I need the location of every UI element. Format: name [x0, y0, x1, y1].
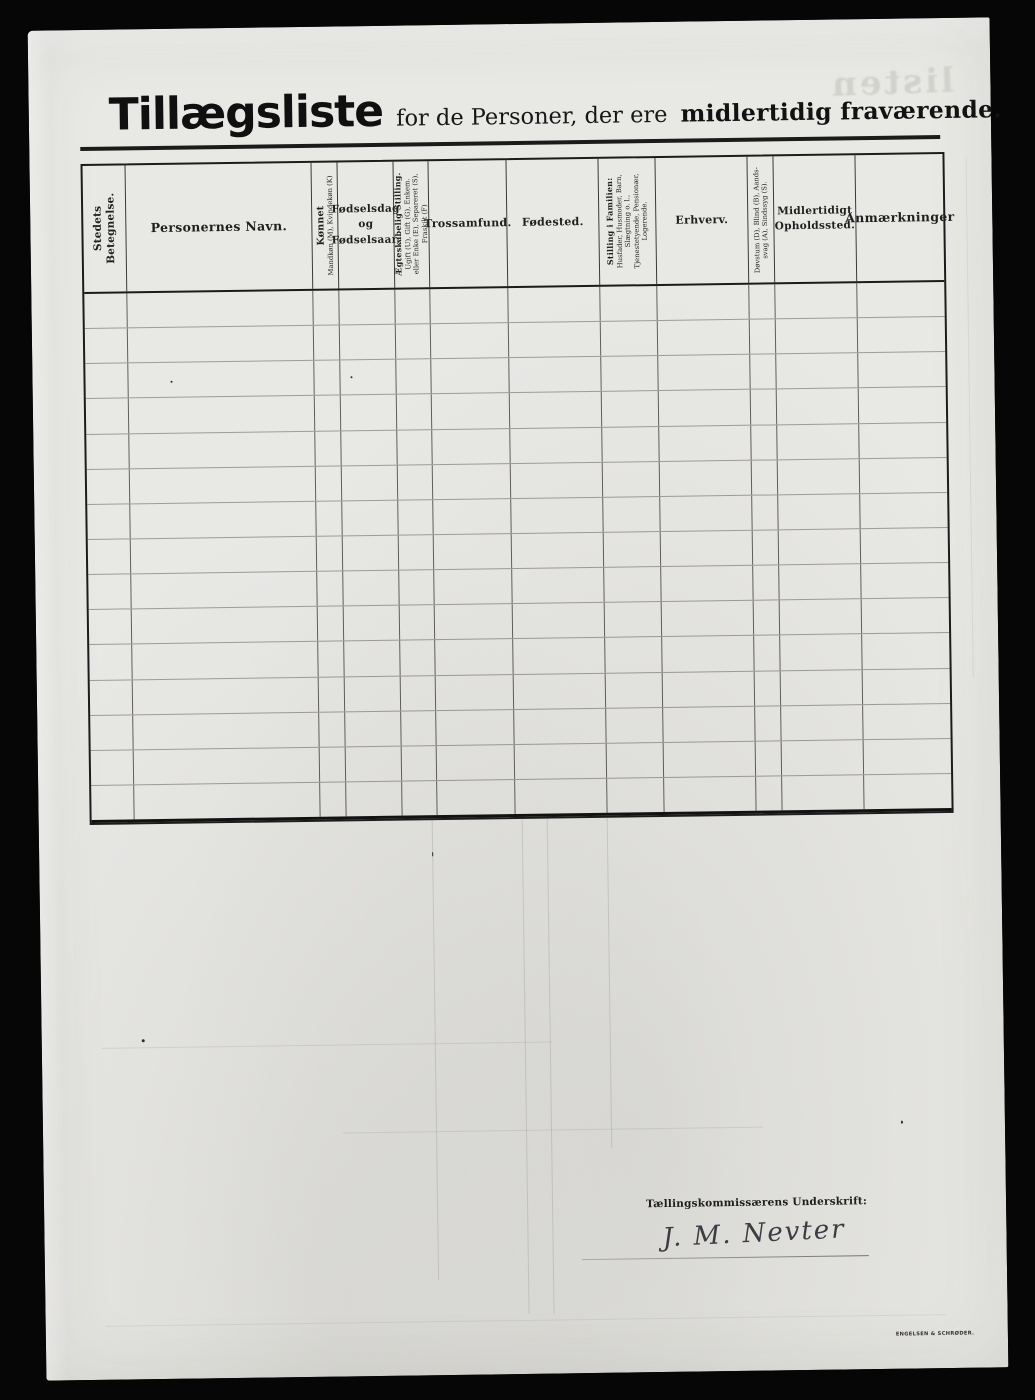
printer-mark: ENGELSEN & SCHRØDER. [895, 1330, 975, 1338]
column-header-label: Midlertidigt [777, 204, 853, 218]
column-header-label: Personernes Navn. [150, 217, 288, 235]
bleedthrough-line [522, 819, 530, 1314]
column-header-label: og [358, 218, 374, 231]
table-cell [91, 785, 134, 820]
table-cell [606, 708, 663, 743]
table-cell [402, 746, 437, 781]
table-cell [343, 536, 399, 571]
table-cell [777, 389, 859, 424]
table-cell [129, 396, 315, 433]
table-cell [663, 706, 755, 741]
ink-speck [432, 852, 433, 856]
table-cell [859, 387, 946, 422]
column-header-dovstum-blind [747, 156, 775, 282]
table-cell [343, 571, 399, 606]
table-cell [87, 469, 130, 504]
table-cell [755, 671, 781, 706]
table-cell [397, 430, 432, 465]
column-header-label: Fødselsdag [331, 202, 400, 216]
bleedthrough-ghost-text: listen [828, 60, 955, 105]
table-cell [90, 680, 133, 715]
table-cell [602, 391, 659, 426]
table-cell [752, 460, 778, 495]
table-cell [603, 497, 660, 532]
table-cell [84, 293, 127, 328]
table-cell [319, 712, 345, 747]
table-cell [318, 607, 344, 642]
table-cell [320, 747, 346, 782]
ink-speck [350, 376, 352, 378]
table-cell [431, 358, 509, 393]
table-cell [433, 464, 511, 499]
table-cell [511, 462, 603, 497]
table-cell [776, 353, 858, 388]
table-cell [435, 639, 513, 674]
table-cell [863, 704, 950, 739]
table-cell [509, 357, 601, 392]
table-cell [432, 394, 510, 429]
table-cell [131, 537, 317, 574]
column-header-label: Fødselsaar. [331, 233, 401, 247]
table-cell [340, 325, 396, 360]
column-header-sublabel: Slægtning o. l., [623, 195, 633, 248]
table-cell [605, 602, 662, 637]
table-cell [514, 708, 606, 743]
table-cell [512, 533, 604, 568]
table-cell [399, 570, 434, 605]
bleedthrough-line [965, 158, 973, 678]
ink-speck [901, 1121, 903, 1124]
table-cell [660, 460, 752, 495]
table-cell [314, 361, 340, 396]
table-cell [607, 743, 664, 778]
table-cell [397, 395, 432, 430]
table-cell [658, 320, 750, 355]
table-cell [346, 746, 402, 781]
column-header-label: Kønnet [314, 205, 327, 246]
table-cell [434, 569, 512, 604]
ink-speck [171, 381, 173, 383]
table-cell [401, 711, 436, 746]
page-title [108, 78, 1003, 141]
table-cell [430, 288, 508, 323]
table-cell [604, 567, 661, 602]
table-cell [663, 671, 755, 706]
bleedthrough-line [432, 820, 439, 1280]
page-title-main: Tillægsliste [108, 85, 384, 141]
table-cell [662, 636, 754, 671]
column-header-konnet [311, 162, 339, 288]
census-table [80, 152, 953, 825]
table-cell [513, 638, 605, 673]
table-cell [315, 431, 341, 466]
table-cell [435, 604, 513, 639]
column-header-sublabel: Ugift (U), Gift (G), Enkem. [402, 178, 413, 271]
bleedthrough-line [102, 1042, 552, 1049]
table-cell [858, 352, 945, 387]
table-cell [659, 425, 751, 460]
table-cell [756, 741, 782, 776]
table-cell [864, 739, 951, 774]
table-cell [88, 575, 131, 610]
column-header-label: Erhverv. [675, 212, 729, 227]
column-header-label: Anmærkninger [845, 208, 955, 226]
signature-handwriting: J. M. Nevter [661, 1214, 847, 1254]
table-cell [434, 534, 512, 569]
table-cell [777, 424, 859, 459]
table-cell [781, 705, 863, 740]
table-cell [319, 677, 345, 712]
table-cell [780, 599, 862, 634]
scanned-paper-sheet [28, 17, 1009, 1380]
table-cell [127, 291, 313, 328]
table-cell [661, 566, 753, 601]
table-cell [401, 676, 436, 711]
table-cell [782, 740, 864, 775]
column-header-label: Stedets Betegnelse. [91, 192, 117, 265]
column-header-sublabel: Døvstum (D), Blind (B), Aands- [751, 166, 762, 273]
table-cell [134, 783, 320, 820]
table-cell [398, 500, 433, 535]
table-cell [605, 637, 662, 672]
table-cell [861, 563, 948, 598]
table-cell [132, 607, 318, 644]
table-cell [755, 706, 781, 741]
table-cell [342, 465, 398, 500]
table-cell [509, 322, 601, 357]
table-cell [659, 390, 751, 425]
table-cell [754, 601, 780, 636]
page-title-subtitle-bold: midlertidig fraværende. [680, 95, 1003, 128]
table-cell [345, 711, 401, 746]
table-cell [89, 610, 132, 645]
table-cell [862, 598, 949, 633]
column-header-stedets-betegnelse [83, 165, 128, 292]
table-cell [752, 495, 778, 530]
table-cell [339, 290, 395, 325]
table-cell [131, 572, 317, 609]
table-cell [314, 326, 340, 361]
table-cell [779, 529, 861, 564]
table-cell [400, 605, 435, 640]
column-header-fodested [506, 159, 600, 286]
table-cell [129, 431, 315, 468]
table-cell [606, 673, 663, 708]
table-cell [130, 467, 316, 504]
table-cell [317, 536, 343, 571]
table-cell [130, 502, 316, 539]
table-cell [662, 601, 754, 636]
table-cell [437, 780, 515, 815]
bleedthrough-line [343, 1127, 763, 1134]
column-header-sublabel: Tjenestetyende, Pensionær, [631, 173, 641, 269]
table-cell [88, 539, 131, 574]
table-body [84, 280, 951, 820]
column-header-sublabel: eller Enke (E), Separeret (S), [411, 173, 421, 275]
table-cell [775, 283, 857, 318]
column-header-anmaerkninger [845, 154, 955, 281]
table-cell [400, 641, 435, 676]
table-cell [134, 748, 320, 785]
bleedthrough-line [106, 1314, 946, 1327]
table-cell [750, 320, 776, 355]
column-header-label: Ægteskabelig Stilling. [392, 172, 404, 277]
table-cell [85, 329, 128, 364]
ink-speck [142, 1039, 145, 1042]
table-header-row [83, 154, 955, 292]
table-cell [857, 282, 944, 317]
table-cell [395, 289, 430, 324]
column-header-sublabel: Mandkøn (M), Kvindekøn (K) [325, 175, 336, 276]
table-cell [315, 396, 341, 431]
table-cell [660, 496, 752, 531]
table-cell [754, 636, 780, 671]
column-header-personernes-navn [126, 163, 314, 292]
table-cell [341, 430, 397, 465]
column-header-label: Fødested. [521, 214, 584, 229]
table-cell [756, 776, 782, 811]
column-header-label: Stilling i Familien: [603, 177, 616, 266]
column-header-label: Opholdssted. [774, 219, 856, 233]
signature-label: Tællingskommissærens Underskrift: [645, 1195, 868, 1211]
table-cell [776, 318, 858, 353]
table-cell [133, 712, 319, 749]
table-cell [317, 572, 343, 607]
table-cell [858, 317, 945, 352]
column-header-sublabel: svag (A), Sindssyg (S). [760, 180, 770, 259]
table-cell [508, 287, 600, 322]
table-cell [133, 677, 319, 714]
table-cell [863, 669, 950, 704]
table-cell [750, 355, 776, 390]
bleedthrough-line [547, 819, 555, 1314]
table-cell [128, 361, 314, 398]
column-header-sublabel: Logerende. [640, 201, 649, 241]
table-cell [601, 356, 658, 391]
table-cell [604, 532, 661, 567]
table-cell [510, 427, 602, 462]
table-cell [861, 528, 948, 563]
table-cell [90, 715, 133, 750]
table-cell [658, 355, 750, 390]
table-cell [749, 284, 775, 319]
table-cell [864, 774, 951, 809]
table-cell [782, 775, 864, 810]
table-cell [86, 434, 129, 469]
table-cell [664, 777, 756, 812]
table-cell [398, 465, 433, 500]
table-cell [396, 324, 431, 359]
table-cell [345, 676, 401, 711]
table-cell [600, 286, 657, 321]
table-cell [751, 390, 777, 425]
table-cell [344, 641, 400, 676]
table-cell [753, 530, 779, 565]
table-cell [91, 750, 134, 785]
table-cell [399, 535, 434, 570]
table-cell [85, 364, 128, 399]
table-cell [320, 782, 346, 817]
table-cell [431, 323, 509, 358]
table-cell [89, 645, 132, 680]
table-cell [661, 531, 753, 566]
page-title-subtitle: for de Personer, der ere [395, 101, 668, 132]
column-header-sublabel: Husfader, Husmoder, Barn, [614, 174, 624, 269]
table-cell [511, 498, 603, 533]
table-cell [512, 568, 604, 603]
table-cell [316, 501, 342, 536]
table-cell [781, 670, 863, 705]
table-cell [342, 500, 398, 535]
table-cell [753, 565, 779, 600]
table-cell [862, 633, 949, 668]
column-header-label: Trossamfund. [423, 215, 512, 231]
table-cell [601, 321, 658, 356]
table-cell [86, 399, 129, 434]
table-cell [515, 779, 607, 814]
table-cell [437, 745, 515, 780]
table-cell [607, 778, 664, 813]
column-header-stilling-i-familien [598, 158, 657, 285]
table-cell [779, 564, 861, 599]
table-cell [436, 710, 514, 745]
table-cell [780, 635, 862, 670]
table-cell [859, 423, 946, 458]
table-cell [87, 504, 130, 539]
table-cell [513, 603, 605, 638]
table-cell [432, 429, 510, 464]
table-cell [510, 392, 602, 427]
table-cell [128, 326, 314, 363]
table-cell [318, 642, 344, 677]
table-cell [860, 493, 947, 528]
table-cell [664, 742, 756, 777]
table-cell [396, 359, 431, 394]
table-cell [433, 499, 511, 534]
bleedthrough-line [607, 818, 613, 1148]
table-cell [778, 494, 860, 529]
table-cell [132, 642, 318, 679]
table-cell [436, 675, 514, 710]
table-cell [603, 462, 660, 497]
column-header-erhverv [655, 157, 749, 284]
table-cell [657, 285, 749, 320]
table-cell [515, 744, 607, 779]
table-cell [340, 360, 396, 395]
table-cell [346, 782, 402, 817]
signature-line [582, 1255, 869, 1260]
table-cell [316, 466, 342, 501]
column-header-sublabel: Fraskilt (F) [420, 204, 429, 244]
table-cell [778, 459, 860, 494]
table-cell [514, 673, 606, 708]
table-cell [402, 781, 437, 816]
table-cell [751, 425, 777, 460]
table-cell [313, 290, 339, 325]
table-cell [341, 395, 397, 430]
table-cell [344, 606, 400, 641]
table-cell [602, 427, 659, 462]
table-cell [860, 458, 947, 493]
